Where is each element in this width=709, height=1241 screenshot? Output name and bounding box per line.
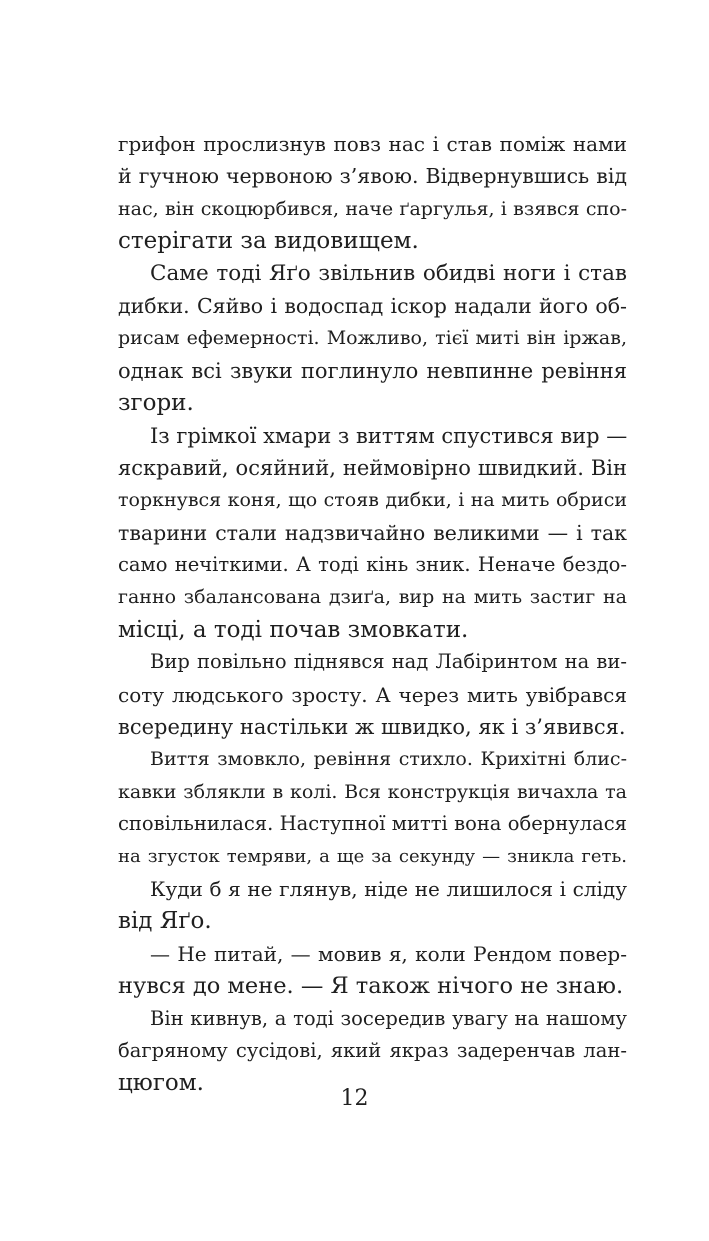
- text-line: Він кивнув, а тоді зосередив увагу на нашому: [150, 1006, 627, 1030]
- body-text: [118, 128, 627, 1100]
- text-line: місці, а тоді почав змовкати.: [118, 616, 469, 643]
- text-line: нас, він скоцюрбився, наче ґаргулья, і взявся спо-: [118, 197, 627, 220]
- text-line: грифон прослизнув повз нас і став поміж нами: [118, 132, 627, 156]
- text-line: торкнувся коня, що стояв дибки, і на мить обриси: [118, 489, 627, 512]
- text-line: на згусток темряви, а ще за секунду — зникла геть.: [118, 845, 627, 867]
- text-line: Виття змовкло, ревіння стихло. Крихітні блис-: [150, 748, 627, 771]
- text-line: само нечіткими. А тоді кінь зник. Неначе бездо-: [118, 553, 627, 577]
- text-line: й гучною червоною з’явою. Відвернувшись від: [118, 164, 627, 189]
- text-line: цюгом.: [118, 1070, 204, 1097]
- text-line: яскравий, осяйний, неймовірно швидкий. Він: [118, 455, 627, 480]
- text-line: Вир повільно піднявся над Лабіринтом на ви-: [150, 650, 627, 674]
- text-line: всередину настільки ж швидко, як і з’явився.: [118, 715, 626, 740]
- page-number: 12: [340, 1086, 369, 1111]
- text-line: сповільнилася. Наступної митті вона обернулася: [118, 812, 627, 836]
- text-line: однак всі звуки поглинуло невпинне ревіння: [118, 358, 627, 383]
- text-line: тварини стали надзвичайно великими — і так: [118, 520, 627, 545]
- text-line: соту людського зросту. А через мить увібрався: [118, 682, 627, 707]
- text-line: багряному сусідові, який якраз задеренчав лан-: [118, 1038, 627, 1062]
- text-line: від Яґо.: [118, 908, 212, 935]
- text-line: Саме тоді Яґо звільнив обидві ноги і став: [150, 260, 627, 286]
- text-line: Куди б я не глянув, ніде не лишилося і сліду: [150, 876, 627, 901]
- text-line: ганно збалансована дзиґа, вир на мить застиг на: [118, 586, 627, 609]
- text-line: Із грімкої хмари з виттям спустився вир —: [150, 423, 627, 448]
- text-line: рисам ефемерності. Можливо, тієї миті він іржав,: [118, 327, 627, 350]
- text-line: стерігати за видовищем.: [118, 228, 419, 255]
- text-line: дибки. Сяйво і водоспад іскор надали його об-: [118, 293, 627, 318]
- text-line: нувся до мене. — Я також нічого не знаю.: [118, 973, 624, 1000]
- text-line: — Не питай, — мовив я, коли Рендом повер-: [150, 941, 627, 966]
- text-line: кавки зблякли в колі. Вся конструкція вичахла та: [118, 780, 627, 803]
- text-line: згори.: [118, 390, 194, 417]
